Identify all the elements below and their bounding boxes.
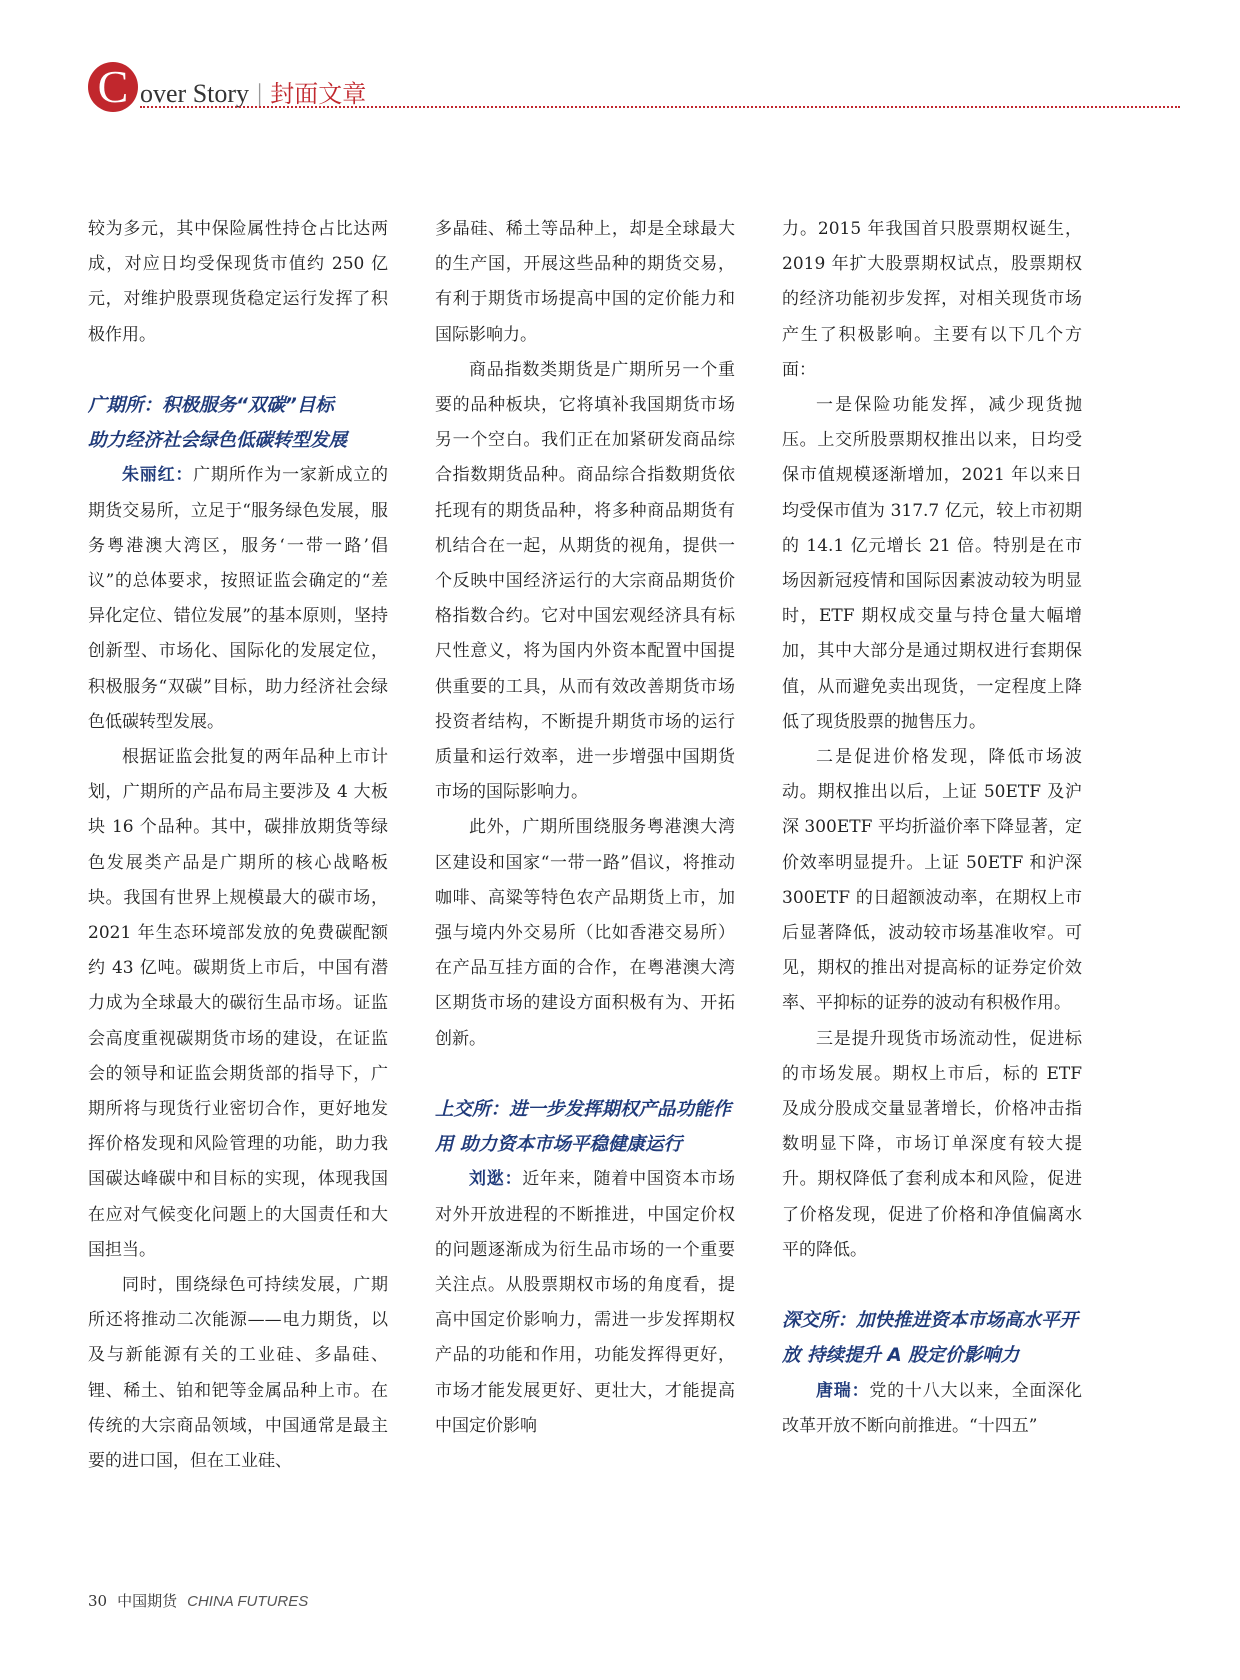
paragraph: 根据证监会批复的两年品种上市计划，广期所的产品布局主要涉及 4 大板块 16 个品种。其中，碳排放期货等绿色发展类产品是广期所的核心战略板块。我国有世界上规模最大的碳市场，2021 年生态环境部发放的免费碳配额约 43 亿吨。碳期货上市后，中国有潜力成为全球最大的碳衍生品市场。证监会高度重视碳期货市场的建设，在证监会的领导和证监会期货部的指导下，广期所将与现货行业密切合作，更好地发挥价格发现和风险管理的功能，助力我国碳达峰碳中和目标的实现，体现我国在应对气候变化问题上的大国责任和大国担当。 bbox=[88, 747, 388, 1260]
paragraph: 二是促进价格发现，降低市场波动。期权推出以后，上证 50ETF 及沪深 300ETF 平均折溢价率下降显著，定价效率明显提升。上证 50ETF 和沪深 300ETF 的日超额波动率，在期权上市后显著降低，波动较市场基准收窄。可见，期权的推出对提高标的证券定价效率、平抑标的证券的波动有积极作用。 bbox=[782, 747, 1082, 1014]
speaker-name: 朱丽红： bbox=[122, 465, 194, 486]
paragraph: 商品指数类期货是广期所另一个重要的品种板块，它将填补我国期货市场另一个空白。我们正在加紧研发商品综合指数期货品种。商品综合指数期货依托现有的期货品种，将多种商品期货有机结合在一起，从期货的视角，提供一个反映中国经济运行的大宗商品期货价格指数合约。它对中国宏观经济具有标尺性意义，将为国内外资本配置中国提供重要的工具，从而有效改善期货市场投资者结构，不断提升期货市场的运行质量和运行效率，进一步增强中国期货市场的国际影响力。 bbox=[435, 359, 735, 803]
column-right bbox=[782, 212, 1082, 1444]
paragraph: 一是保险功能发挥，减少现货抛压。上交所股票期权推出以来，日均受保市值规模逐渐增加，2021 年以来日均受保市值为 317.7 亿元，较上市初期的 14.1 亿元增长 21 倍。特别是在市场因新冠疫情和国际因素波动较为明显时，ETF 期权成交量与持仓量大幅增加，其中大部分是通过期权进行套期保值，从而避免卖出现货，一定程度上降低了现货股票的抛售压力。 bbox=[782, 395, 1082, 732]
header-dotted-rule bbox=[140, 106, 1180, 108]
section-heading-szse: 深交所：加快推进资本市场高水平开放 持续提升 A 股定价影响力 bbox=[782, 1310, 1079, 1367]
paragraph: 较为多元，其中保险属性持仓占比达两成，对应日均受保现货市值约 250 亿元，对维护股票现货稳定运行发挥了积极作用。 bbox=[88, 219, 388, 345]
page-header bbox=[80, 56, 1180, 116]
paragraph: 多晶硅、稀土等品种上，却是全球最大的生产国，开展这些品种的期货交易，有利于期货市场提高中国的定价能力和国际影响力。 bbox=[435, 219, 735, 345]
cover-story-logo-initial: C bbox=[88, 62, 138, 112]
page-footer bbox=[88, 1590, 308, 1611]
section-separator: | bbox=[257, 79, 263, 108]
magazine-name-en: CHINA FUTURES bbox=[187, 1593, 309, 1610]
section-title bbox=[140, 74, 366, 109]
column-middle bbox=[435, 212, 735, 1444]
section-title-en: over Story bbox=[140, 79, 250, 108]
section-heading-gfex: 广期所：积极服务“双碳”目标 助力经济社会绿色低碳转型发展 bbox=[88, 395, 348, 452]
paragraph: 力。2015 年我国首只股票期权诞生，2019 年扩大股票期权试点，股票期权的经济功能初步发挥，对相关现货市场产生了积极影响。主要有以下几个方面： bbox=[782, 219, 1082, 380]
speaker-name: 唐瑞： bbox=[816, 1380, 870, 1401]
page-number: 30 bbox=[88, 1592, 108, 1610]
paragraph: 三是提升现货市场流动性，促进标的市场发展。期权上市后，标的 ETF 及成分股成交量显著增长，价格冲击指数明显下降，市场订单深度有较大提升。期权降低了套利成本和风险，促进了价格发现，促进了价格和净值偏离水平的降低。 bbox=[782, 1028, 1082, 1260]
paragraph: 唐瑞：党的十八大以来，全面深化改革开放不断向前推进。“十四五” bbox=[782, 1380, 1083, 1436]
section-title-cn: 封面文章 bbox=[270, 80, 367, 108]
magazine-name-cn: 中国期货 bbox=[117, 1592, 178, 1610]
section-heading-sse: 上交所：进一步发挥期权产品功能作用 助力资本市场平稳健康运行 bbox=[435, 1099, 732, 1156]
paragraph: 同时，围绕绿色可持续发展，广期所还将推动二次能源——电力期货，以及与新能源有关的工业硅、多晶硅、锂、稀土、铂和钯等金属品种上市。在传统的大宗商品领域，中国通常是最主要的进口国，但在工业硅、 bbox=[88, 1275, 388, 1472]
paragraph: 刘逖：近年来，随着中国资本市场对外开放进程的不断推进，中国定价权的问题逐渐成为衍生品市场的一个重要关注点。从股票期权市场的角度看，提高中国定价影响力，需进一步发挥期权产品的功能和作用，功能发挥得更好，市场才能发展更好、更壮大，才能提高中国定价影响 bbox=[435, 1169, 736, 1436]
paragraph: 此外，广期所围绕服务粤港澳大湾区建设和国家“一带一路”倡议，将推动咖啡、高粱等特色农产品期货上市，加强与境内外交易所（比如香港交易所）在产品互挂方面的合作，在粤港澳大湾区期货市场的建设方面积极有为、开拓创新。 bbox=[435, 817, 735, 1049]
column-left bbox=[88, 212, 388, 1479]
paragraph: 朱丽红：广期所作为一家新成立的期货交易所，立足于“服务绿色发展，服务粤港澳大湾区，服务‘一带一路’倡议”的总体要求，按照证监会确定的“差异化定位、错位发展”的基本原则，坚持创新型、市场化、国际化的发展定位，积极服务“双碳”目标，助力经济社会绿色低碳转型发展。 bbox=[88, 465, 389, 732]
speaker-name: 刘逖： bbox=[469, 1169, 523, 1190]
